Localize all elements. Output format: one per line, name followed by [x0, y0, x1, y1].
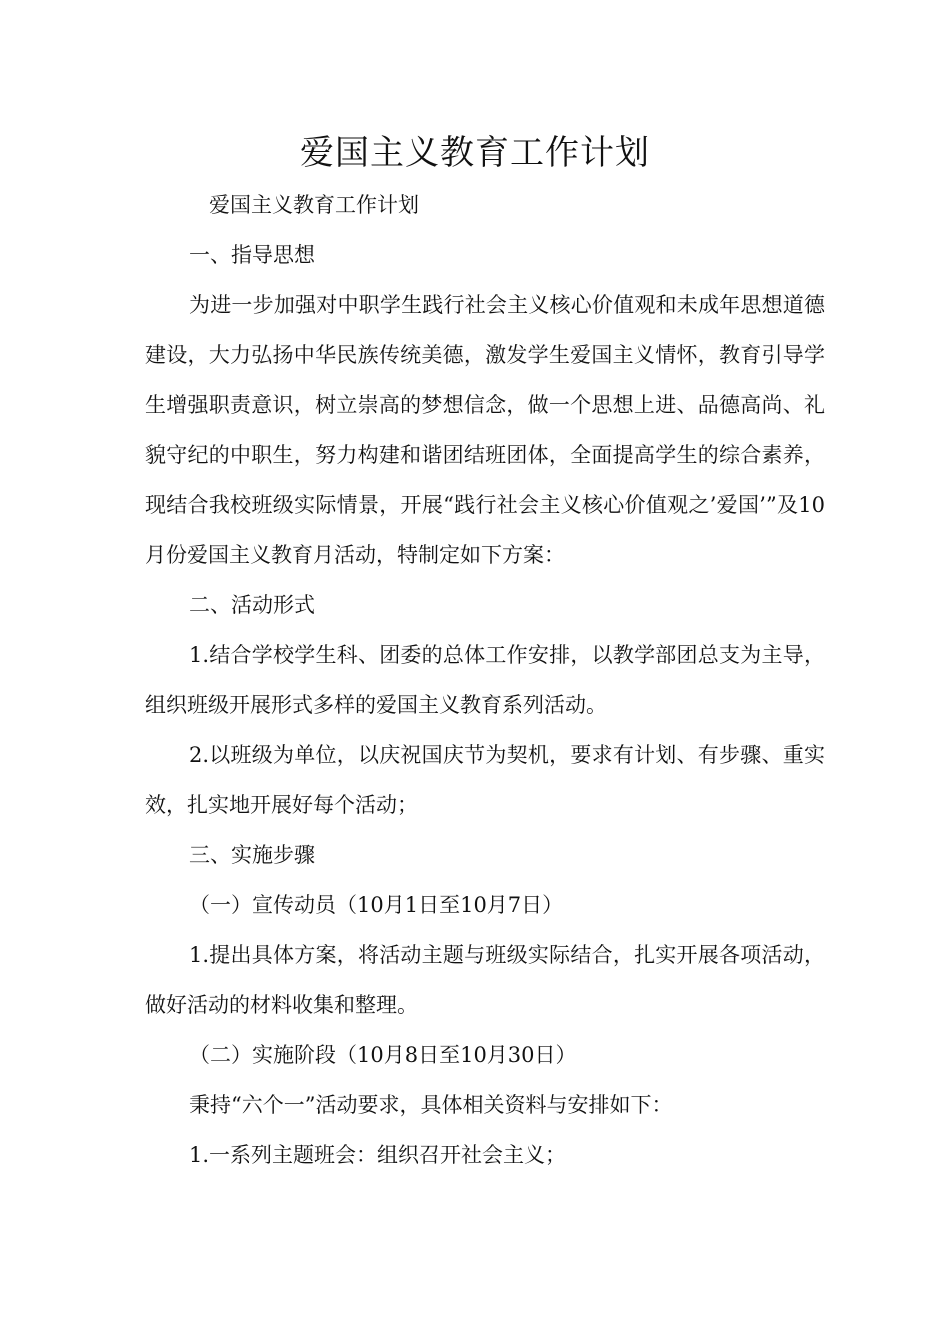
- document-subtitle: 爱国主义教育工作计划: [209, 193, 419, 217]
- paragraph-six-ones-requirement: 秉持“六个一”活动要求，具体相关资料与安排如下：: [189, 1093, 673, 1117]
- paragraph-publicity-mobilization-1: 1.提出具体方案，将活动主题与班级实际结合，扎实开展各项活动，做好活动的材料收集和整理。: [145, 943, 825, 1017]
- section-heading-activity-form: 二、活动形式: [189, 593, 315, 617]
- subheading-publicity-mobilization: （一）宣传动员（10月1日至10月7日）: [189, 893, 564, 917]
- subheading-implementation-stage: （二）实施阶段（10月8日至10月30日）: [189, 1043, 577, 1067]
- paragraph-activity-form-1: 1.结合学校学生科、团委的总体工作安排，以教学部团总支为主导，组织班级开展形式多样的爱国主义教育系列活动。: [145, 643, 825, 717]
- document-body: [145, 180, 825, 1180]
- document-title: 爱国主义教育工作计划: [300, 133, 650, 173]
- section-heading-guiding-ideology: 一、指导思想: [189, 243, 315, 267]
- section-heading-implementation-steps: 三、实施步骤: [189, 843, 315, 867]
- paragraph-theme-class-meeting: 1.一系列主题班会：组织召开社会主义；: [189, 1143, 567, 1167]
- paragraph-guiding-ideology: 为进一步加强对中职学生践行社会主义核心价值观和未成年思想道德建设，大力弘扬中华民族传统美德，激发学生爱国主义情怀，教育引导学生增强职责意识，树立崇高的梦想信念，做一个思想上进、品德高尚、礼貌守纪的中职生，努力构建和谐团结班团体，全面提高学生的综合素养，现结合我校班级实际情景，开展“践行社会主义核心价值观之’爱国’”及10月份爱国主义教育月活动，特制定如下方案：: [145, 293, 825, 567]
- paragraph-activity-form-2: 2.以班级为单位，以庆祝国庆节为契机，要求有计划、有步骤、重实效，扎实地开展好每个活动；: [145, 743, 825, 817]
